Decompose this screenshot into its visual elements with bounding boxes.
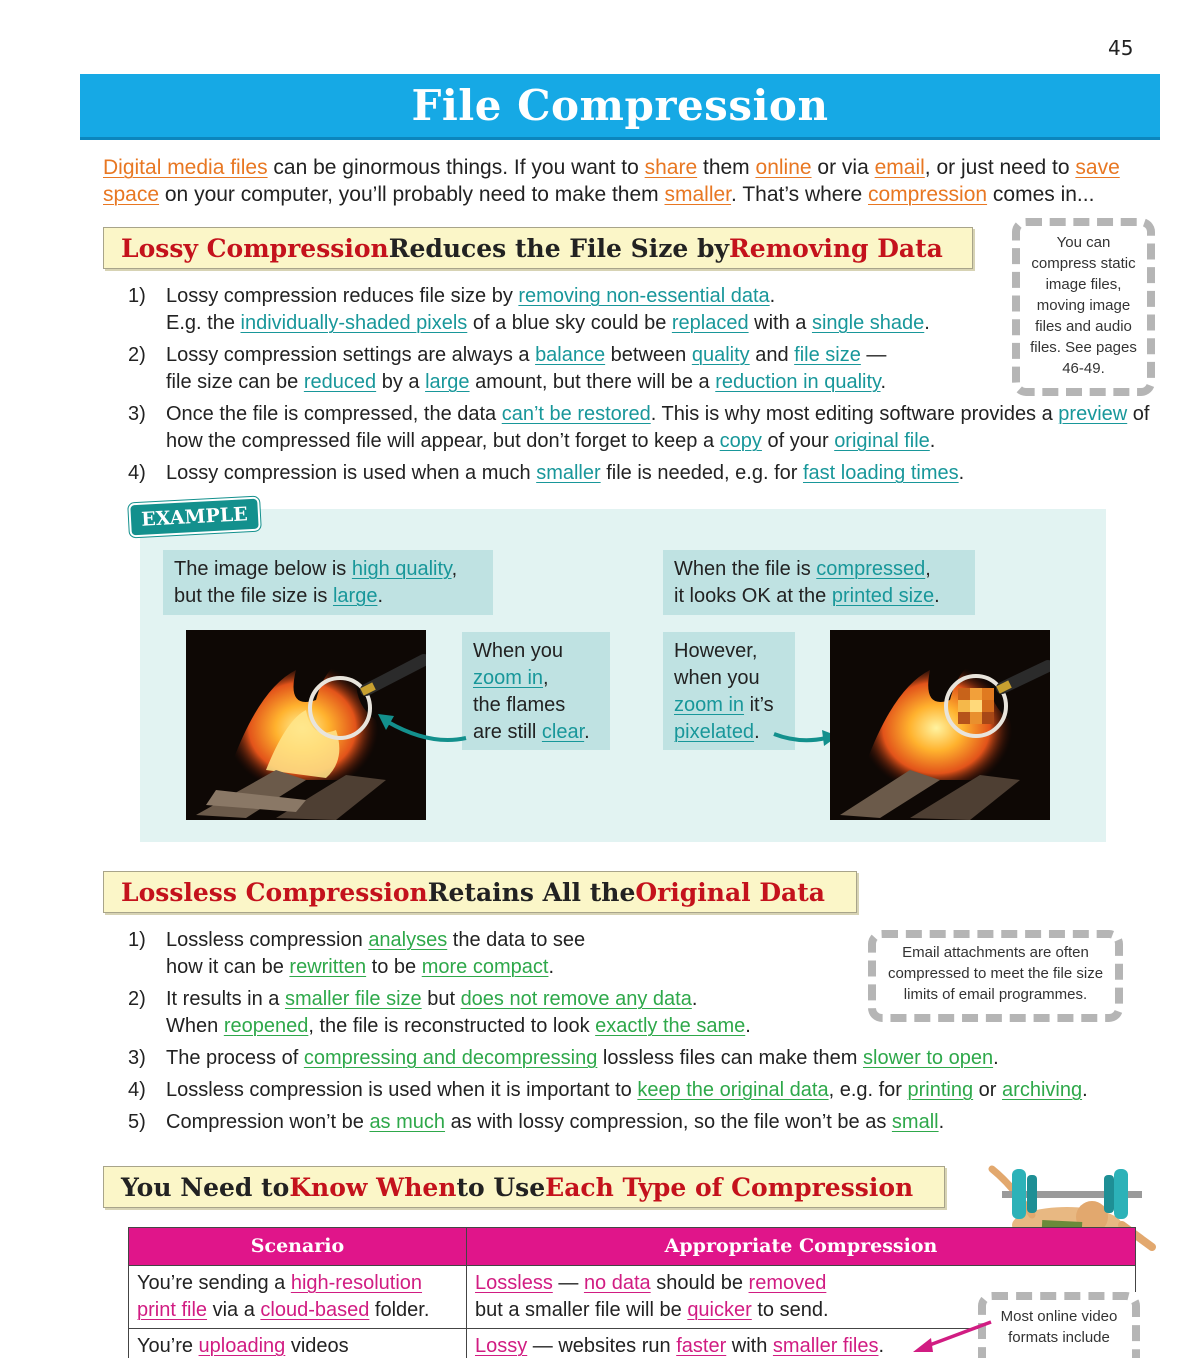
caption-text: . [754,721,760,743]
item-text: Lossy compression is used when a much [166,462,537,484]
pixelated-zoom-area [958,688,994,724]
page-number: 45 [1108,36,1134,60]
heading-keyword: Each Type of Compression [545,1172,914,1202]
item-text: . [938,1111,945,1133]
key-term: printing [907,1079,974,1101]
example-caption-high-quality [163,550,493,615]
key-term: can’t be restored [501,403,651,425]
item-text: . [924,312,930,334]
key-term: rewritten [289,956,367,978]
item-text: . This is why most editing software provides a [650,403,1059,425]
item-number: 5) [128,1111,146,1133]
campfire-photo-pixelated [830,630,1050,820]
intro-text: them [697,156,756,179]
intro-text: . That’s where [731,183,868,206]
key-term: smaller files [772,1335,879,1357]
item-text: . [691,988,698,1010]
cell-text: should be [650,1272,749,1294]
page-title: File Compression [411,81,829,130]
item-text: or [973,1079,1003,1101]
heading-keyword: Lossy Compression [121,233,389,263]
key-term: analyses [368,929,448,951]
item-text: of your [761,430,835,452]
key-term: compression [868,183,988,206]
key-term: file size [794,344,861,366]
caption-text: When the file is [674,558,817,580]
caption-text: The image below is [174,558,352,580]
caption-text: . [934,585,940,607]
key-term: original file [834,430,930,452]
item-text: Compression won’t be [166,1111,370,1133]
intro-text: can be ginormous things. If you want to [267,156,645,179]
scenario-cell [129,1266,467,1329]
lossy-heading [103,227,973,269]
key-term: exactly the same [595,1015,746,1037]
key-term: quicker [687,1299,752,1321]
key-term: compressing and decompressing [303,1047,598,1069]
item-text: as with lossy compression, so the file won’t be as [445,1111,892,1133]
heading-text: to Use [456,1172,546,1202]
list-item [128,986,1158,1040]
item-number: 3) [128,403,146,425]
cell-text: You’re sending a [137,1272,291,1294]
side-note-text: Email attachments are often compressed to meet the file size limits of email programmes. [887,944,1104,1003]
heading-keyword: Know When [289,1172,457,1202]
list-item [128,283,1158,337]
caption-text: When you [473,640,564,662]
item-text: . [880,371,887,393]
heading-text: You Need to [121,1172,290,1202]
key-term: high quality [351,558,452,580]
key-term: save space [103,156,1120,206]
item-text: . [745,1015,751,1037]
key-term: Lossless [475,1272,553,1294]
item-text: . [1082,1079,1088,1101]
key-term: replaced [671,312,749,334]
heading-keyword: Lossless Compression [121,877,428,907]
side-note-text: You can compress static image files, moving image files and audio files. See pages 46-49. [1030,234,1137,377]
key-term: large [332,585,378,607]
key-term: slower to open [863,1047,994,1069]
item-number: 2) [128,988,146,1010]
example-caption-zoom-clear [462,632,610,750]
item-text: lossless files can make them [597,1047,863,1069]
key-term: zoom in [473,667,544,689]
lossy-points-list [128,283,1158,492]
caption-text: are still [473,721,542,743]
key-term: smaller file size [284,988,422,1010]
key-term: compressed [816,558,926,580]
key-term: printed size [831,585,935,607]
key-term: no data [583,1272,651,1294]
key-term: email [874,156,925,179]
campfire-image [830,630,1050,820]
item-text: Lossy compression settings are always a [166,344,536,366]
item-text: — [860,344,887,366]
column-header-scenario: Scenario [129,1228,467,1266]
cell-text: via a [207,1299,261,1321]
item-text: how it can be [166,956,290,978]
item-text: . [958,462,965,484]
key-term: removing non-essential data [518,285,770,307]
intro-text: , or just need to [924,156,1076,179]
item-text: . [548,956,555,978]
item-text: E.g. the [166,312,241,334]
key-term: high-resolution [290,1272,423,1294]
item-text: It results in a [166,988,285,1010]
caption-text: . [584,721,590,743]
list-item [128,1109,1158,1136]
item-text: , the file is reconstructed to look [308,1015,596,1037]
item-text: , e.g. for [828,1079,908,1101]
item-text: between [605,344,692,366]
key-term: online [755,156,812,179]
key-term: uploading [198,1335,286,1357]
key-term: print file [137,1299,208,1321]
cell-text: with [726,1335,773,1357]
item-number: 1) [128,285,146,307]
item-number: 2) [128,344,146,366]
intro-paragraph [103,154,1153,208]
caption-text: it looks OK at the [674,585,832,607]
cell-text: but a smaller file will be [475,1299,688,1321]
key-term: reopened [223,1015,309,1037]
item-text: of a blue sky could be [467,312,672,334]
key-term: archiving [1002,1079,1083,1101]
cell-text: . [878,1335,885,1357]
key-term: Digital media files [103,156,268,179]
key-term: cloud-based [260,1299,370,1321]
key-term: as much [369,1111,446,1133]
list-item [128,342,1158,396]
key-term: does not remove any data [460,988,692,1010]
key-term: reduced [303,371,377,393]
key-term: small [891,1111,939,1133]
scenario-cell [129,1329,467,1358]
list-item [128,460,1158,487]
key-term: faster [676,1335,727,1357]
item-text: Once the file is compressed, the data [166,403,502,425]
item-text: Lossless compression [166,929,369,951]
caption-text: the flames [473,694,566,716]
caption-text: but the file size is [174,585,333,607]
key-term: copy [719,430,762,452]
list-item [128,401,1158,455]
item-text: with a [748,312,812,334]
item-number: 4) [128,1079,146,1101]
caption-text: , [925,558,931,580]
cell-text: folder. [369,1299,430,1321]
key-term: reduction in quality [715,371,881,393]
cell-text: You’re [137,1335,199,1357]
arrow-to-clear-zoom-icon [370,700,470,750]
item-text: amount, but there will be a [469,371,716,393]
item-text: but [421,988,461,1010]
caption-text: it’s [744,694,774,716]
example-badge: EXAMPLE [128,497,261,538]
item-text: by a [376,371,426,393]
know-when-heading [103,1166,945,1208]
item-text: The process of [166,1047,304,1069]
key-term: preview [1058,403,1128,425]
item-text: and [749,344,795,366]
example-caption-compressed [663,550,975,615]
title-banner [80,74,1160,140]
item-number: 4) [128,462,146,484]
item-text: file size can be [166,371,304,393]
lossless-points-list [128,927,1158,1141]
side-note-text: Most online video formats include [1000,1308,1118,1346]
column-header-compression: Appropriate Compression [467,1228,1136,1266]
item-number: 3) [128,1047,146,1069]
intro-text: or via [811,156,875,179]
list-item [128,1077,1158,1104]
key-term: balance [535,344,606,366]
heading-text: Reduces the File Size by [388,233,730,263]
item-text: When [166,1015,224,1037]
key-term: single shade [811,312,925,334]
heading-keyword: Original Data [635,877,825,907]
list-item [128,1045,1158,1072]
cell-text: to send. [751,1299,829,1321]
item-text: . [929,430,936,452]
key-term: clear [541,721,585,743]
key-term: smaller [664,183,732,206]
list-item [128,927,1158,981]
caption-text: , [543,667,549,689]
key-term: keep the original data [637,1079,829,1101]
key-term: quality [691,344,750,366]
caption-text: However, [674,640,758,662]
intro-text: on your computer, you’ll probably need to make them [159,183,665,206]
table-header-row [129,1228,1136,1266]
cell-text: videos [285,1335,349,1357]
heading-text: Retains All the [427,877,636,907]
key-term: large [425,371,470,393]
key-term: zoom in [674,694,745,716]
lossless-heading [103,871,857,913]
video-side-note [978,1292,1140,1358]
item-text: to be [366,956,422,978]
item-number: 1) [128,929,146,951]
key-term: more compact [421,956,549,978]
item-text: . [769,285,776,307]
key-term: share [644,156,698,179]
item-text: Lossy compression reduces file size by [166,285,519,307]
item-text: file is needed, e.g. for [600,462,803,484]
key-term: individually-shaded pixels [240,312,468,334]
item-text: . [993,1047,999,1069]
caption-text: , [451,558,458,580]
key-term: fast loading times [802,462,959,484]
item-text: the data to see [447,929,586,951]
key-term: pixelated [674,721,755,743]
intro-text: comes in... [987,183,1095,206]
cell-text: — websites run [527,1335,677,1357]
caption-text: . [377,585,384,607]
cell-text: — [552,1272,584,1294]
key-term: Lossy [475,1335,528,1357]
heading-keyword: Removing Data [729,233,943,263]
item-text: Lossless compression is used when it is important to [166,1079,638,1101]
key-term: removed [748,1272,827,1294]
key-term: smaller [536,462,601,484]
arrow-to-table-icon [905,1318,995,1358]
caption-text: when you [674,667,760,689]
item-text: of how the compressed file will appear, but don’t forget to keep a [166,403,1150,452]
